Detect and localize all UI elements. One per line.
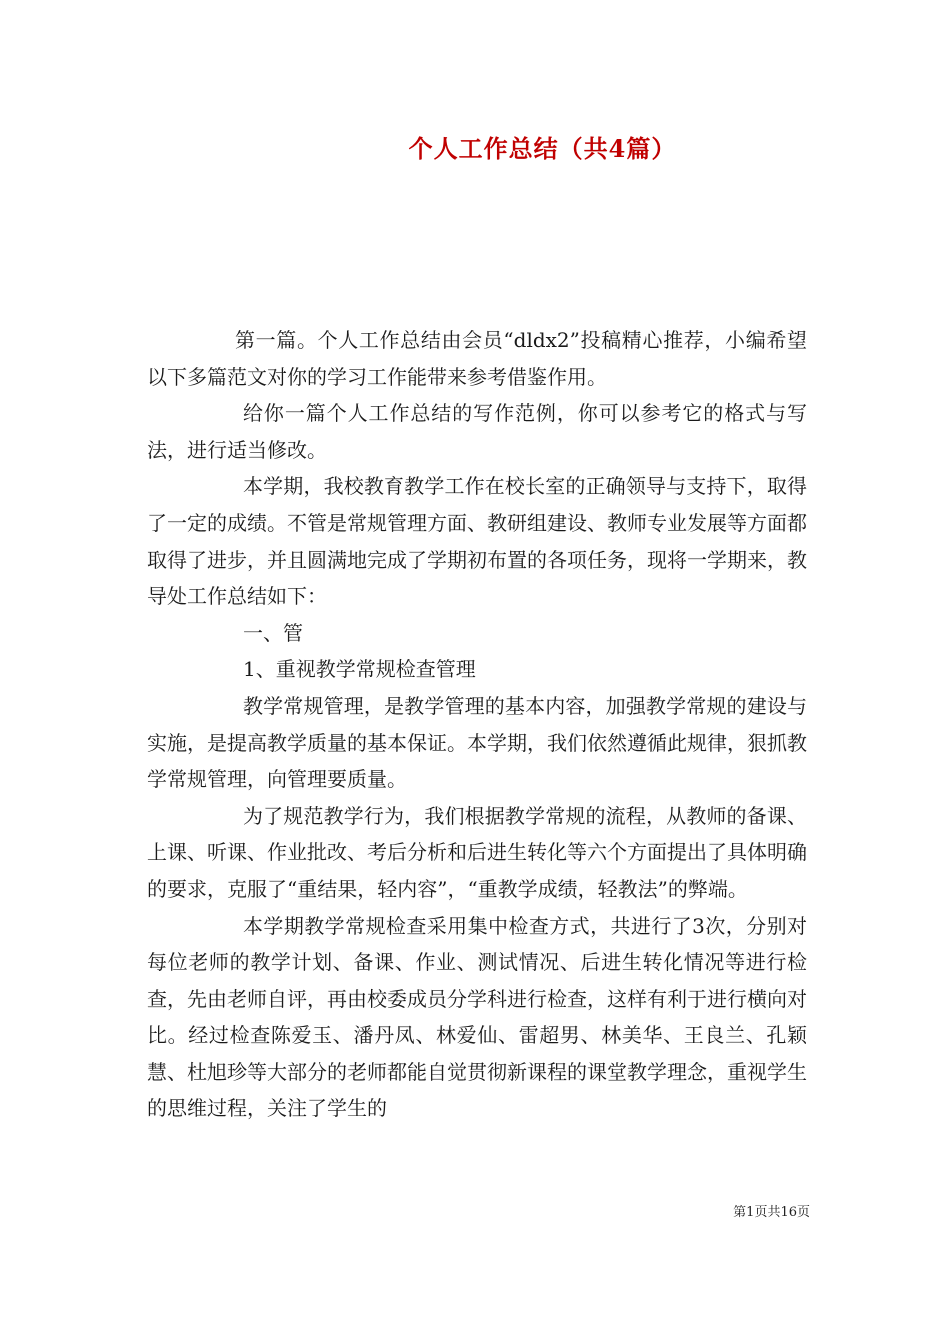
- subsection-heading-routine-inspection: 1、重视教学常规检查管理: [243, 657, 476, 682]
- section-heading-management: 一、管: [243, 620, 303, 645]
- paragraph-semester-summary: 本学期，我校教育教学工作在校长室的正确领导与支持下，取得了一定的成绩。不管是常规管理方面、教研组建设、教师专业发展等方面都取得了进步，并且圆满地完成了学期初布置的各项任务，现将一学期来，教导处工作总结如下：: [147, 474, 807, 609]
- document-title: 个人工作总结（共4篇）: [408, 134, 677, 163]
- paragraph-example-note: 给你一篇个人工作总结的写作范例，你可以参考它的格式与写法，进行适当修改。: [147, 401, 807, 462]
- paragraph-routine-management: 教学常规管理，是教学管理的基本内容，加强教学常规的建设与实施，是提高教学质量的基本保证。本学期，我们依然遵循此规律，狠抓教学常规管理，向管理要质量。: [147, 693, 807, 792]
- page-number-footer: 第1页共16页: [733, 1205, 810, 1220]
- paragraph-teaching-behavior: 为了规范教学行为，我们根据教学常规的流程，从教师的备课、上课、听课、作业批改、考后分析和后进生转化等六个方面提出了具体明确的要求，克服了“重结果，轻内容”，“重教学成绩，轻教法”的弊端。: [147, 803, 807, 901]
- document-body: [147, 322, 807, 1127]
- paragraph-intro: 第一篇。个人工作总结由会员“dldx2”投稿精心推荐，小编希望以下多篇范文对你的学习工作能带来参考借鉴作用。: [147, 328, 807, 389]
- paragraph-inspection-details: 本学期教学常规检查采用集中检查方式，共进行了3次，分别对每位老师的教学计划、备课、作业、测试情况、后进生转化情况等进行检查，先由老师自评，再由校委成员分学科进行检查，这样有利于进行横向对比。经过检查陈爱玉、潘丹凤、林爱仙、雷超男、林美华、王良兰、孔颖慧、杜旭珍等大部分的老师都能自觉贯彻新课程的课堂教学理念，重视学生的思维过程，关注了学生的: [147, 913, 807, 1121]
